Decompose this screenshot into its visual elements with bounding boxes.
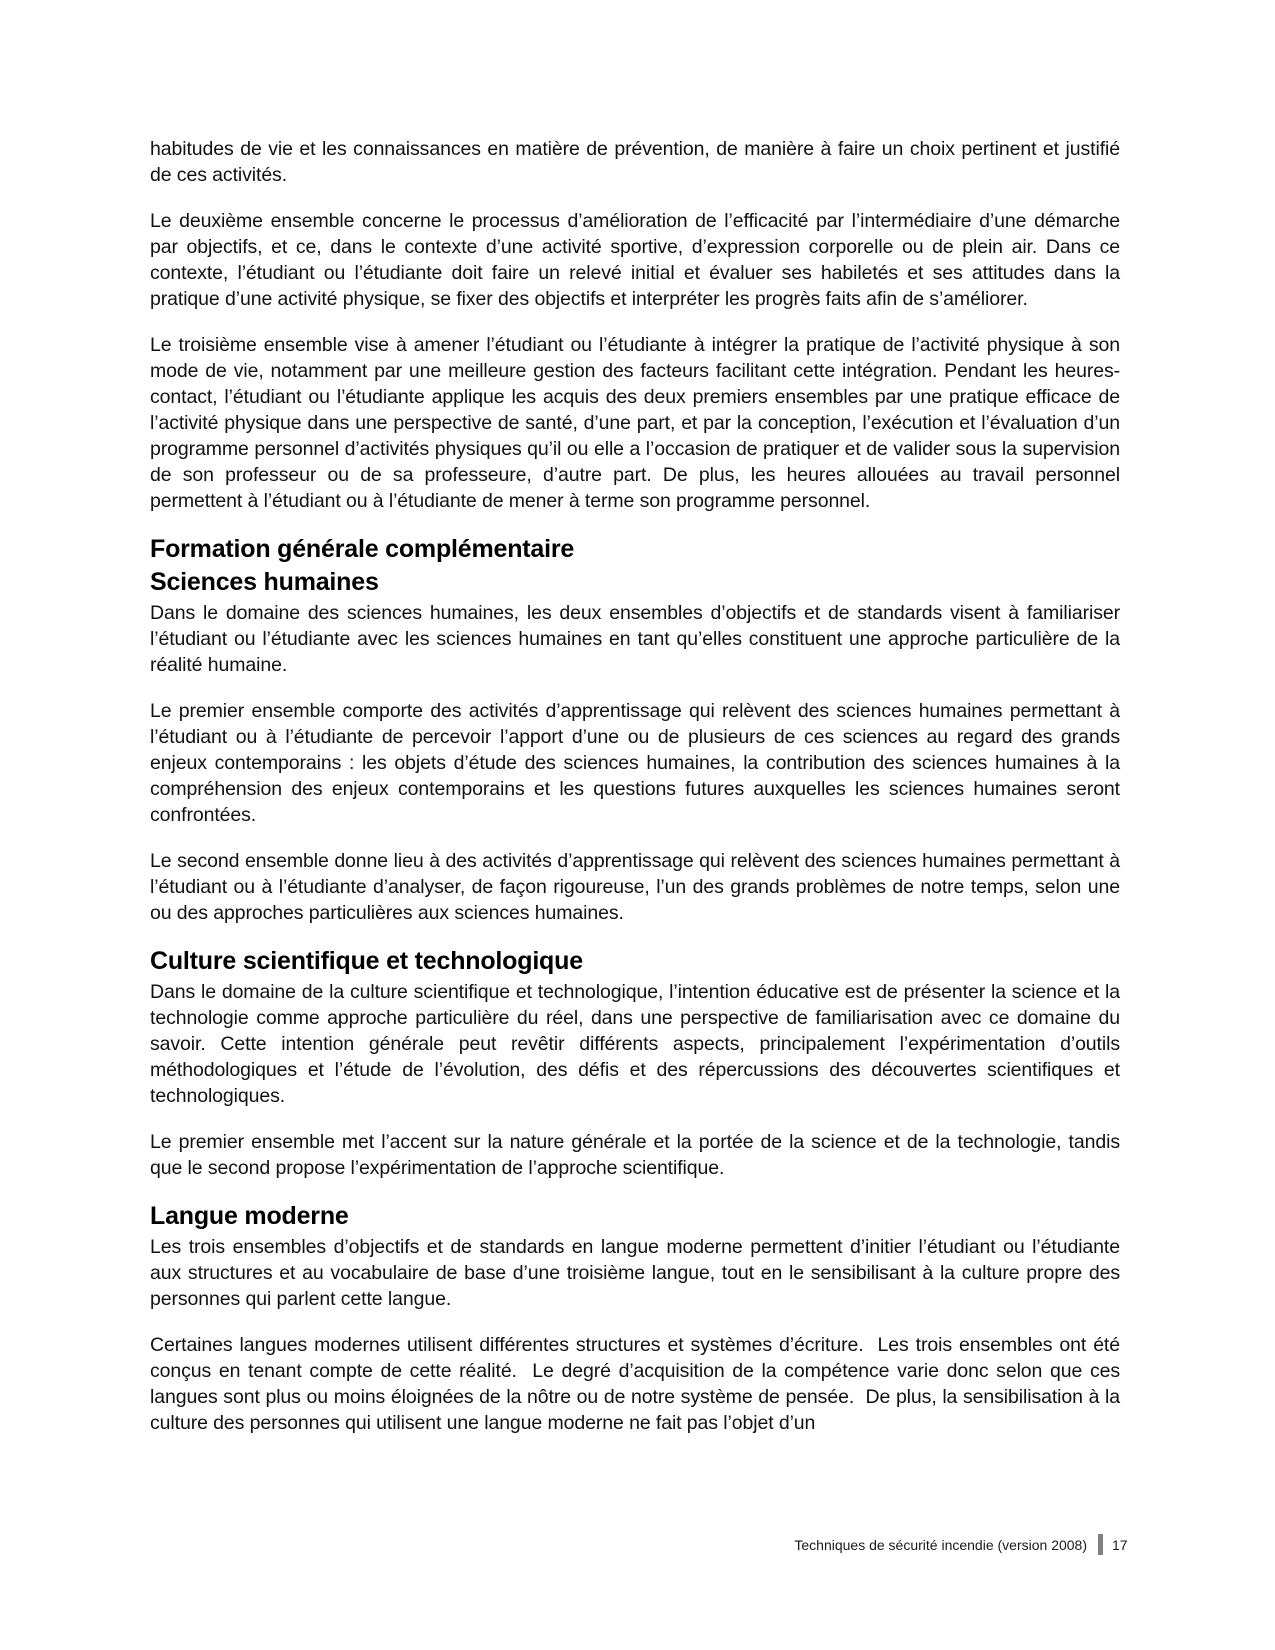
footer-separator xyxy=(1098,1534,1103,1555)
page-number: 17 xyxy=(1112,1536,1128,1553)
page-body xyxy=(150,136,1126,1456)
body-paragraph: Le premier ensemble comporte des activités d’apprentissage qui relèvent des sciences humaines permettant à l’étudiant ou à l’étudiante de percevoir l’apport d’une ou de plusieurs de ces sciences au regard des grands enjeux contemporains : les objets d’étude des sciences humaines, la contribution des sciences humaines à la compréhension des enjeux contemporains et les questions futures auxquelles les sciences humaines seront confrontées. xyxy=(150,700,1126,826)
body-paragraph: habitudes de vie et les connaissances en matière de prévention, de manière à faire un choix pertinent et justifié de ces activités. xyxy=(150,138,1126,186)
body-paragraph: Dans le domaine de la culture scientifique et technologique, l’intention éducative est de présenter la science et la technologie comme approche particulière du réel, dans une perspective de familiarisation avec ce domaine du savoir. Cette intention générale peut revêtir différents aspects, principalement l’expérimentation d’outils méthodologiques et l’étude de l’évolution, des défis et des répercussions des découvertes scientifiques et technologiques. xyxy=(150,981,1126,1107)
subsection-heading: Culture scientifique et technologique xyxy=(150,947,583,975)
body-paragraph: Dans le domaine des sciences humaines, les deux ensembles d’objectifs et de standards visent à familiariser l’étudiant ou l’étudiante avec les sciences humaines en tant qu’elles constituent une approche particulière de la réalité humaine. xyxy=(150,602,1126,676)
body-paragraph: Certaines langues modernes utilisent différentes structures et systèmes d’écriture. Les trois ensembles ont été conçus en tenant compte de cette réalité. Le degré d’acquisition de la compétence varie donc selon que ces langues sont plus ou moins éloignées de la nôtre ou de notre système de pensée. De plus, la sensibilisation à la culture des personnes qui utilisent une langue moderne ne fait pas l’objet d’un xyxy=(150,1334,1126,1434)
subsection-heading: Langue moderne xyxy=(150,1202,349,1230)
footer-document-title: Techniques de sécurité incendie (version 2008) xyxy=(794,1536,1087,1553)
body-paragraph: Le premier ensemble met l’accent sur la nature générale et la portée de la science et de la technologie, tandis que le second propose l’expérimentation de l’approche scientifique. xyxy=(150,1131,1126,1179)
body-paragraph: Le troisième ensemble vise à amener l’étudiant ou l’étudiante à intégrer la pratique de l’activité physique à son mode de vie, notamment par une meilleure gestion des facteurs facilitant cette intégration. Pendant les heures-contact, l’étudiant ou l’étudiante applique les acquis des deux premiers ensembles par une pratique efficace de l’activité physique dans une perspective de santé, d’une part, et par la conception, l’exécution et l’évaluation d’un programme personnel d’activités physiques qu’il ou elle a l’occasion de pratiquer et de valider sous la supervision de son professeur ou de sa professeure, d’autre part. De plus, les heures allouées au travail personnel permettent à l’étudiant ou à l’étudiante de mener à terme son programme personnel. xyxy=(150,334,1126,512)
section-heading: Formation générale complémentaire xyxy=(150,535,575,563)
page-footer xyxy=(794,1534,1130,1555)
subsection-heading: Sciences humaines xyxy=(150,568,379,596)
body-paragraph: Le second ensemble donne lieu à des activités d’apprentissage qui relèvent des sciences humaines permettant à l’étudiant ou à l’étudiante d’analyser, de façon rigoureuse, l’un des grands problèmes de notre temps, selon une ou des approches particulières aux sciences humaines. xyxy=(150,850,1126,924)
body-paragraph: Les trois ensembles d’objectifs et de standards en langue moderne permettent d’initier l’étudiant ou l’étudiante aux structures et au vocabulaire de base d’une troisième langue, tout en le sensibilisant à la culture propre des personnes qui parlent cette langue. xyxy=(150,1236,1126,1310)
body-paragraph: Le deuxième ensemble concerne le processus d’amélioration de l’efficacité par l’intermédiaire d’une démarche par objectifs, et ce, dans le contexte d’une activité sportive, d’expression corporelle ou de plein air. Dans ce contexte, l’étudiant ou l’étudiante doit faire un relevé initial et évaluer ses habiletés et ses attitudes dans la pratique d’une activité physique, se fixer des objectifs et interpréter les progrès faits afin de s’améliorer. xyxy=(150,210,1126,310)
